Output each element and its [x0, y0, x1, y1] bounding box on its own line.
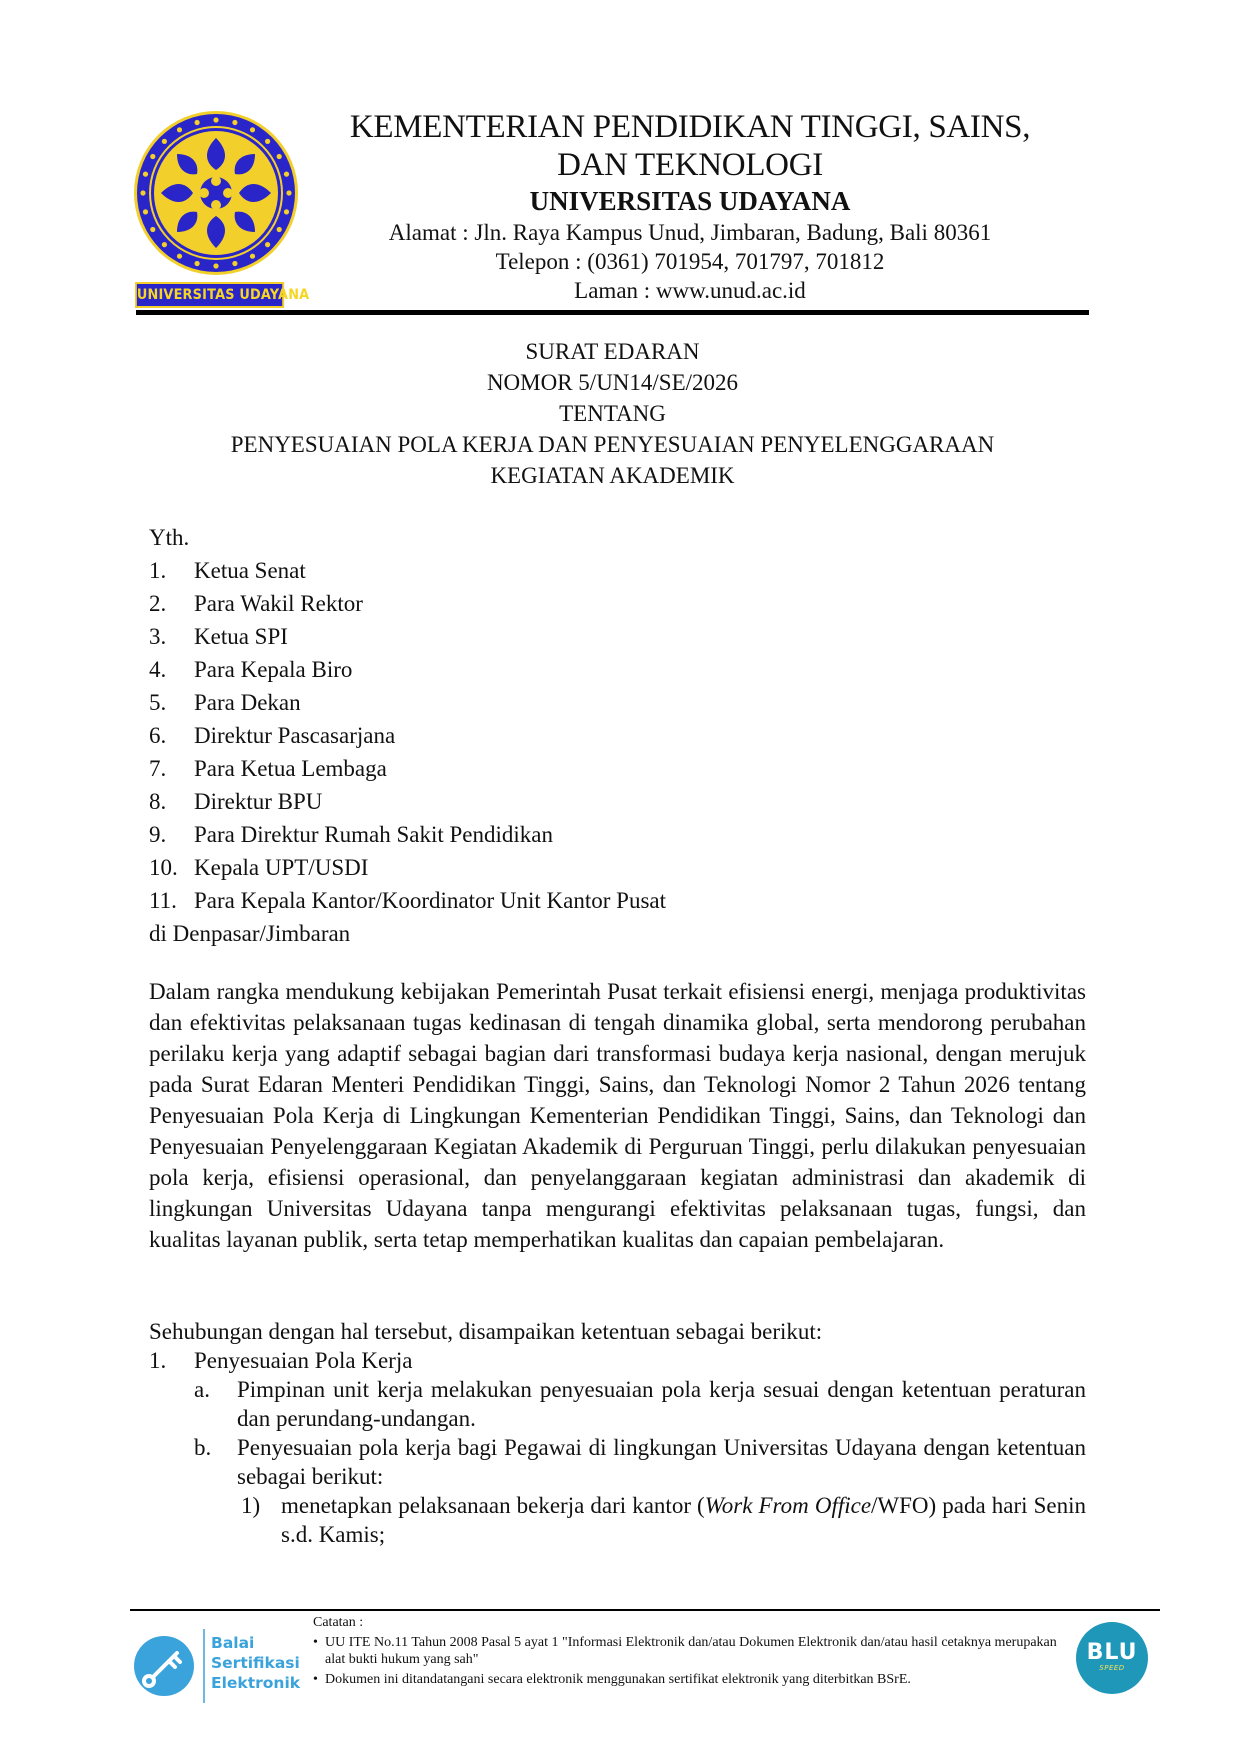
phone: Telepon : (0361) 701954, 701797, 701812 [495, 249, 885, 274]
intro-paragraph: Dalam rangka mendukung kebijakan Pemerintah Pusat terkait efisiensi energi, menjaga produktivitas dan efektivitas pelaksanaan tugas kedinasan di tengah dinamika global, serta mendorong perubahan perilaku kerja yang adaptif sebagai bagian dari transformasi budaya kerja nasional, dengan merujuk pada Surat Edaran Menteri Pendidikan Tinggi, Sains, dan Teknologi Nomor 2 Tahun 2026 tentang Penyesuaian Pola Kerja di Lingkungan Kementerian Pendidikan Tinggi, Sains, dan Teknologi dan Penyesuaian Penyelenggaraan Kegiatan Akademik di Perguruan Tinggi, perlu dilakukan penyesuaian pola kerja, efisiensi operasional, dan penyelanggaraan kegiatan administrasi dan akademik di lingkungan Universitas Udayana tanpa mengurangi efektivitas pelaksanaan tugas, fungsi, dan kualitas layanan publik, serta tetap memperhatikan kualitas dan capaian pembelajaran. [149, 979, 1086, 1252]
list-item: 2. Para Wakil Rektor [149, 591, 363, 616]
notes-list [313, 1634, 1063, 1688]
ministry-name-line2: DAN TEKNOLOGI [557, 147, 823, 183]
list-item: 3. Ketua SPI [149, 624, 288, 649]
subject-line2: KEGIATAN AKADEMIK [490, 463, 735, 488]
list-item: 7. Para Ketua Lembaga [149, 756, 387, 781]
udayana-seal-icon [133, 110, 299, 276]
website: Laman : www.unud.ac.id [574, 278, 806, 303]
document-title [136, 336, 1089, 491]
list-item: 6. Direktur Pascasarjana [149, 723, 396, 748]
ministry-name-line1: KEMENTERIAN PENDIDIKAN TINGGI, SAINS, [349, 109, 1031, 145]
key-certificate-icon [133, 1635, 195, 1697]
subject-line1: PENYESUAIAN POLA KERJA DAN PENYESUAIAN PENYELENGGARAAN [230, 432, 995, 457]
blu-speed-logo [1076, 1622, 1148, 1694]
document-number: NOMOR 5/UN14/SE/2026 [486, 370, 739, 395]
letterhead [320, 108, 1060, 305]
list-item: 10. Kepala UPT/USDI [149, 855, 369, 880]
section-1b-1: 1) menetapkan pelaksanaan bekerja dari kantor (Work From Office/WFO) pada hari Senin s.d. Kamis; [241, 1493, 1086, 1547]
university-name: UNIVERSITAS UDAYANA [529, 186, 851, 216]
list-item: 5. Para Dekan [149, 690, 301, 715]
notes-label: Catatan : [313, 1615, 364, 1630]
list-item: 9. Para Direktur Rumah Sakit Pendidikan [149, 822, 553, 847]
note-item: • Dokumen ini ditandatangani secara elektronik menggunakan sertifikat elektronik yang diterbitkan BSrE. [313, 1671, 1063, 1688]
blu-logo-subtext: SPEED [1099, 1664, 1125, 1672]
list-item: 8. Direktur BPU [149, 789, 323, 814]
recipient-location: di Denpasar/Jimbaran [149, 921, 351, 946]
footer-notes [313, 1614, 1063, 1691]
footer-divider [130, 1609, 1160, 1611]
bsre-divider [203, 1629, 205, 1703]
list-item: 1. Ketua Senat [149, 558, 306, 583]
section-1-heading: 1. Penyesuaian Pola Kerja [149, 1348, 413, 1373]
bsre-name: Balai Sertifikasi Elektronik [211, 1634, 301, 1692]
document-type: SURAT EDARAN [525, 339, 700, 364]
list-item: 4. Para Kepala Biro [149, 657, 353, 682]
about-label: TENTANG [559, 401, 666, 426]
letterhead-divider [136, 310, 1089, 315]
section-1b: b. Penyesuaian pola kerja bagi Pegawai di lingkungan Universitas Udayana dengan ketentuan sebagai berikut: [194, 1435, 1086, 1489]
provisions-block [149, 1317, 1086, 1549]
address: Alamat : Jln. Raya Kampus Unud, Jimbaran, Badung, Bali 80361 [388, 220, 992, 245]
bsre-logo [133, 1625, 303, 1705]
section-1a: a. Pimpinan unit kerja melakukan penyesuaian pola kerja sesuai dengan ketentuan peraturan dan perundang-undangan. [194, 1377, 1086, 1431]
recipient-list [149, 554, 1086, 917]
university-logo [133, 110, 310, 310]
list-item: 11. Para Kepala Kantor/Koordinator Unit Kantor Pusat [149, 888, 667, 913]
blu-logo-text: BLU [1086, 1640, 1138, 1665]
logo-band-text: UNIVERSITAS UDAYANA [135, 282, 284, 308]
provisions-intro: Sehubungan dengan hal tersebut, disampaikan ketentuan sebagai berikut: [149, 1319, 823, 1344]
note-item: • UU ITE No.11 Tahun 2008 Pasal 5 ayat 1 "Informasi Elektronik dan/atau Dokumen Elektronik dan/atau hasil cetaknya merupakan alat bukti hukum yang sah" [313, 1634, 1063, 1668]
recipients-block [149, 521, 1086, 950]
salutation: Yth. [149, 525, 190, 550]
